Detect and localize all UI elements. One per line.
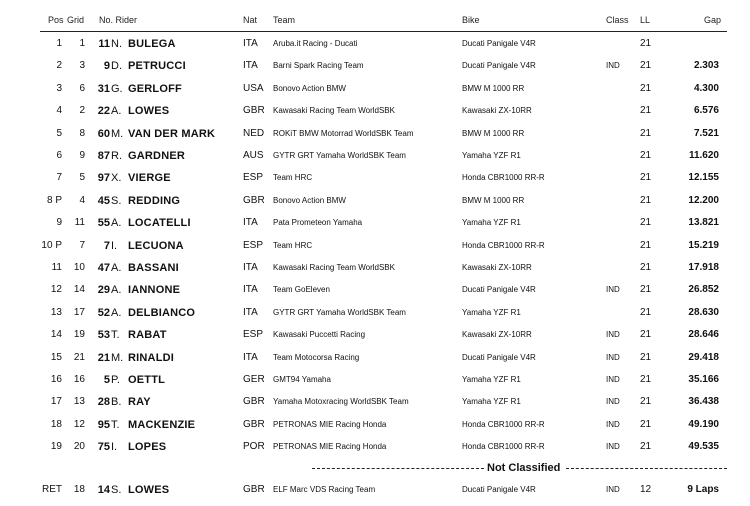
cell-bike: Yamaha YZF R1 — [462, 375, 521, 384]
cell-bike: Yamaha YZF R1 — [462, 218, 521, 228]
cell-ll: 21 — [640, 284, 652, 296]
cell-pos: 14 — [50, 329, 62, 341]
cell-team: GYTR GRT Yamaha WorldSBK Team — [273, 307, 406, 317]
table-row — [0, 145, 750, 167]
cell-number: 28 — [97, 396, 110, 409]
cell-pos: 7 — [56, 172, 62, 184]
cell-class: IND — [606, 442, 620, 452]
cell-bike: Honda CBR1000 RR-R — [462, 442, 545, 452]
table-row — [0, 257, 750, 279]
cell-nat: ESP — [243, 329, 264, 341]
cell-team: Team HRC — [273, 173, 313, 183]
cell-rider-name: LOCATELLI — [128, 217, 191, 230]
cell-nat: ITA — [243, 38, 258, 49]
cell-ll: 21 — [640, 127, 652, 139]
table-row — [0, 324, 750, 346]
cell-pos: 3 — [56, 82, 62, 94]
cell-number: 22 — [97, 105, 110, 118]
table-row — [0, 436, 750, 458]
cell-nat: ITA — [243, 351, 258, 363]
cell-grid: 3 — [79, 60, 85, 72]
cell-rider-name: LOWES — [128, 484, 170, 496]
cell-grid: 5 — [79, 172, 85, 184]
cell-gap: 12.155 — [688, 172, 719, 184]
cell-team: ROKiT BMW Motorrad WorldSBK Team — [273, 128, 414, 138]
cell-initial: I. — [111, 441, 118, 454]
cell-pos: 12 — [50, 284, 62, 296]
cell-pos: 19 — [50, 441, 62, 453]
cell-rider-name: REDDING — [128, 194, 181, 207]
cell-gap: 12.200 — [688, 194, 719, 206]
cell-number: 45 — [97, 194, 110, 207]
cell-grid: 11 — [74, 217, 85, 229]
cell-nat: ESP — [243, 172, 264, 184]
cell-ll: 21 — [640, 262, 652, 273]
header-ll: LL — [640, 15, 651, 25]
cell-nat: AUS — [243, 150, 264, 161]
cell-gap: 36.438 — [688, 396, 719, 408]
cell-grid: 9 — [79, 150, 85, 161]
table-row — [0, 55, 750, 77]
header-no-rider: No. Rider — [99, 15, 138, 25]
cell-class: IND — [606, 352, 620, 362]
cell-rider-name: OETTL — [128, 374, 166, 386]
cell-bike: BMW M 1000 RR — [462, 83, 525, 93]
cell-rider-name: GARDNER — [128, 150, 186, 162]
not-classified-label: Not Classified — [487, 462, 561, 474]
cell-ll: 21 — [640, 374, 652, 385]
cell-pos: 13 — [50, 306, 62, 318]
cell-grid: 4 — [79, 194, 85, 206]
header-pos: Pos — [48, 15, 64, 25]
header-grid: Grid — [67, 15, 85, 25]
cell-ll: 21 — [640, 351, 652, 363]
cell-number: 5 — [103, 374, 110, 386]
cell-rider-name: IANNONE — [128, 284, 181, 297]
cell-class: IND — [606, 61, 620, 71]
header-gap: Gap — [704, 15, 722, 25]
cell-gap: 49.190 — [688, 418, 719, 430]
cell-team: GYTR GRT Yamaha WorldSBK Team — [273, 151, 406, 160]
header-team: Team — [273, 15, 296, 25]
cell-nat: USA — [243, 82, 264, 94]
cell-grid: 10 — [73, 262, 85, 273]
cell-pos: 17 — [50, 396, 62, 408]
cell-team: Aruba.it Racing - Ducati — [273, 39, 358, 48]
cell-nat: ITA — [243, 217, 258, 229]
cell-nat: GBR — [243, 418, 265, 430]
table-row — [0, 190, 750, 212]
header-class: Class — [606, 15, 629, 25]
table-row — [0, 302, 750, 324]
cell-bike: Ducati Panigale V4R — [462, 39, 536, 48]
cell-ll: 21 — [640, 150, 652, 161]
cell-bike: Kawasaki ZX-10RR — [462, 330, 532, 340]
cell-number: 9 — [103, 60, 110, 73]
cell-number: 31 — [97, 82, 110, 95]
cell-gap: 4.300 — [693, 82, 719, 94]
cell-grid: 18 — [73, 484, 85, 495]
cell-grid: 2 — [79, 105, 85, 117]
cell-ll: 21 — [640, 306, 652, 318]
cell-pos: 15 — [50, 351, 62, 363]
cell-team: GMT94 Yamaha — [273, 375, 331, 384]
cell-nat: ITA — [243, 306, 258, 318]
cell-rider-name: BULEGA — [128, 38, 176, 50]
cell-pos: 5 — [56, 127, 62, 139]
cell-number: 14 — [97, 484, 110, 496]
cell-bike: Honda CBR1000 RR-R — [462, 419, 545, 429]
cell-team: Pata Prometeon Yamaha — [273, 218, 363, 228]
cell-pos: RET — [42, 484, 62, 495]
cell-ll: 21 — [640, 441, 652, 453]
cell-bike: Yamaha YZF R1 — [462, 307, 521, 317]
cell-initial: N. — [111, 38, 122, 50]
cell-team: Yamaha Motoxracing WorldSBK Team — [273, 397, 409, 407]
cell-pos: 16 — [50, 374, 62, 385]
table-row — [0, 167, 750, 189]
table-row — [0, 212, 750, 234]
cell-class: IND — [606, 419, 620, 429]
cell-initial: B. — [111, 396, 122, 409]
cell-ll: 21 — [640, 38, 652, 49]
cell-pos: 2 — [56, 60, 62, 72]
cell-number: 55 — [97, 217, 110, 230]
cell-nat: ITA — [243, 262, 258, 273]
table-row — [0, 279, 750, 301]
cell-ll: 21 — [640, 172, 652, 184]
cell-pos: 6 — [56, 150, 62, 161]
cell-ll: 21 — [640, 418, 652, 430]
cell-grid: 1 — [79, 38, 85, 49]
cell-number: 75 — [97, 441, 110, 454]
cell-bike: Kawasaki ZX-10RR — [462, 263, 532, 272]
cell-bike: Ducati Panigale V4R — [462, 285, 536, 295]
cell-team: Team Motocorsa Racing — [273, 352, 360, 362]
cell-ll: 21 — [640, 60, 652, 72]
cell-bike: Ducati Panigale V4R — [462, 485, 536, 494]
cell-initial: R. — [111, 150, 122, 162]
cell-gap: 11.620 — [688, 150, 719, 161]
table-row — [0, 369, 750, 391]
cell-number: 87 — [97, 150, 110, 162]
cell-nat: NED — [243, 127, 265, 139]
cell-grid: 7 — [79, 239, 85, 251]
cell-initial: T. — [111, 418, 120, 431]
table-row — [0, 33, 750, 55]
table-row — [0, 78, 750, 100]
cell-pos: 10 P — [41, 239, 62, 251]
cell-team: ELF Marc VDS Racing Team — [273, 485, 376, 494]
cell-initial: A. — [111, 306, 122, 319]
cell-gap: 29.418 — [688, 351, 719, 363]
cell-ll: 21 — [640, 194, 652, 206]
cell-grid: 21 — [73, 351, 85, 363]
cell-nat: GBR — [243, 105, 265, 117]
cell-initial: A. — [111, 262, 122, 274]
cell-nat: GBR — [243, 396, 265, 408]
cell-rider-name: GERLOFF — [128, 82, 182, 95]
table-header — [0, 15, 750, 29]
cell-team: Team HRC — [273, 240, 313, 250]
cell-initial: I. — [111, 239, 118, 252]
cell-nat: ITA — [243, 284, 258, 296]
cell-team: Kawasaki Racing Team WorldSBK — [273, 106, 395, 116]
cell-number: 52 — [97, 306, 110, 319]
cell-initial: X. — [111, 172, 122, 185]
cell-initial: A. — [111, 217, 122, 230]
cell-rider-name: LECUONA — [128, 239, 184, 252]
cell-bike: Yamaha YZF R1 — [462, 151, 521, 160]
cell-bike: BMW M 1000 RR — [462, 195, 525, 205]
cell-class: IND — [606, 397, 620, 407]
cell-initial: P. — [111, 374, 120, 386]
cell-pos: 1 — [56, 38, 62, 49]
cell-rider-name: RAY — [128, 396, 151, 409]
cell-number: 60 — [97, 127, 110, 140]
cell-ll: 21 — [640, 217, 652, 229]
header-divider — [40, 31, 727, 32]
cell-initial: D. — [111, 60, 122, 73]
header-bike: Bike — [462, 15, 480, 25]
table-row — [0, 123, 750, 145]
table-row — [0, 235, 750, 257]
cell-grid: 16 — [73, 374, 85, 385]
cell-initial: A. — [111, 284, 122, 297]
cell-number: 7 — [103, 239, 110, 252]
cell-gap: 49.535 — [688, 441, 719, 453]
cell-grid: 12 — [73, 418, 85, 430]
cell-number: 47 — [97, 262, 110, 274]
cell-number: 53 — [97, 329, 110, 342]
cell-class: IND — [606, 285, 620, 295]
cell-ll: 21 — [640, 105, 652, 117]
cell-bike: Honda CBR1000 RR-R — [462, 173, 545, 183]
table-row — [0, 414, 750, 436]
cell-pos: 8 P — [46, 194, 62, 206]
cell-team: Kawasaki Racing Team WorldSBK — [273, 263, 395, 272]
cell-gap: 28.646 — [688, 329, 719, 341]
cell-team: PETRONAS MIE Racing Honda — [273, 442, 387, 452]
cell-bike: BMW M 1000 RR — [462, 128, 525, 138]
cell-gap: 17.918 — [688, 262, 719, 273]
cell-pos: 11 — [51, 262, 62, 273]
table-row — [0, 100, 750, 122]
cell-pos: 9 — [56, 217, 62, 229]
table-row — [0, 391, 750, 413]
cell-rider-name: LOPES — [128, 441, 167, 454]
cell-team: PETRONAS MIE Racing Honda — [273, 419, 387, 429]
not-classified-divider-right — [566, 468, 727, 469]
cell-gap: 7.521 — [693, 127, 719, 139]
cell-team: Bonovo Action BMW — [273, 83, 346, 93]
cell-class: IND — [606, 485, 620, 494]
table-row — [0, 347, 750, 369]
cell-gap: 35.166 — [688, 374, 719, 385]
cell-bike: Kawasaki ZX-10RR — [462, 106, 532, 116]
cell-nat: ESP — [243, 239, 264, 251]
cell-gap: 26.852 — [688, 284, 719, 296]
cell-number: 95 — [97, 418, 110, 431]
cell-grid: 17 — [73, 306, 85, 318]
cell-pos: 4 — [56, 105, 62, 117]
cell-number: 11 — [98, 38, 110, 50]
cell-class: IND — [606, 330, 620, 340]
cell-grid: 14 — [73, 284, 85, 296]
cell-team: Bonovo Action BMW — [273, 195, 346, 205]
cell-initial: G. — [111, 82, 123, 95]
cell-number: 29 — [97, 284, 110, 297]
cell-nat: GBR — [243, 484, 265, 495]
cell-bike: Yamaha YZF R1 — [462, 397, 521, 407]
cell-bike: Honda CBR1000 RR-R — [462, 240, 545, 250]
cell-pos: 18 — [50, 418, 62, 430]
cell-rider-name: BASSANI — [128, 262, 179, 274]
cell-initial: A. — [111, 105, 122, 118]
cell-ll: 12 — [640, 484, 652, 495]
cell-ll: 21 — [640, 239, 652, 251]
cell-nat: GER — [243, 374, 265, 385]
cell-rider-name: DELBIANCO — [128, 306, 196, 319]
cell-nat: ITA — [243, 60, 258, 72]
cell-bike: Ducati Panigale V4R — [462, 352, 536, 362]
cell-ll: 21 — [640, 82, 652, 94]
table-row — [0, 479, 750, 501]
header-nat: Nat — [243, 15, 258, 25]
cell-bike: Ducati Panigale V4R — [462, 61, 536, 71]
cell-rider-name: VIERGE — [128, 172, 171, 185]
not-classified-divider-left — [312, 468, 484, 469]
cell-gap: 6.576 — [693, 105, 719, 117]
cell-rider-name: MACKENZIE — [128, 418, 196, 431]
cell-rider-name: RINALDI — [128, 351, 175, 364]
cell-ll: 21 — [640, 329, 652, 341]
cell-number: 21 — [97, 351, 110, 364]
cell-grid: 8 — [79, 127, 85, 139]
cell-team: Kawasaki Puccetti Racing — [273, 330, 366, 340]
cell-initial: M. — [111, 351, 124, 364]
cell-gap: 13.821 — [688, 217, 719, 229]
cell-team: Barni Spark Racing Team — [273, 61, 364, 71]
cell-grid: 19 — [73, 329, 85, 341]
cell-initial: S. — [111, 484, 122, 496]
cell-grid: 13 — [73, 396, 85, 408]
cell-grid: 6 — [79, 82, 85, 94]
cell-rider-name: VAN DER MARK — [128, 127, 216, 140]
cell-initial: M. — [111, 127, 124, 140]
cell-initial: S. — [111, 194, 122, 207]
cell-grid: 20 — [73, 441, 85, 453]
cell-gap: 9 Laps — [687, 484, 719, 495]
cell-initial: T. — [111, 329, 120, 342]
cell-ll: 21 — [640, 396, 652, 408]
cell-rider-name: RABAT — [128, 329, 167, 342]
cell-nat: POR — [243, 441, 265, 453]
cell-rider-name: PETRUCCI — [128, 60, 186, 73]
cell-gap: 28.630 — [688, 306, 719, 318]
cell-gap: 15.219 — [688, 239, 719, 251]
cell-number: 97 — [97, 172, 110, 185]
cell-class: IND — [606, 375, 620, 384]
cell-team: Team GoEleven — [273, 285, 330, 295]
cell-nat: GBR — [243, 194, 265, 206]
cell-rider-name: LOWES — [128, 105, 170, 118]
cell-gap: 2.303 — [693, 60, 719, 72]
